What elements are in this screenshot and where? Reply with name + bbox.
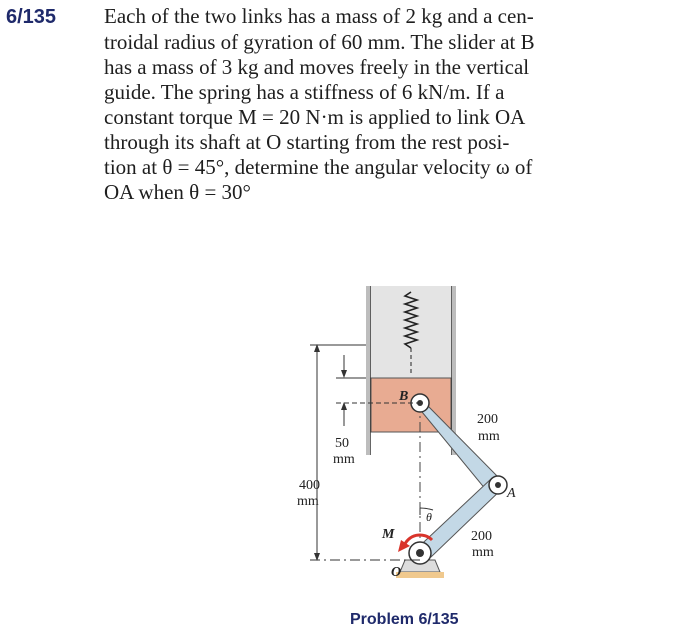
label-o: O — [391, 565, 402, 580]
dim-50-value: 50 — [335, 436, 349, 451]
dim-200-bottom-value: 200 — [471, 529, 492, 544]
problem-line-8: OA when θ = 30° — [104, 180, 251, 204]
dim-400-unit: mm — [297, 494, 319, 509]
ground — [396, 572, 444, 578]
dim-200-bottom-unit: mm — [472, 545, 494, 560]
problem-line-4: guide. The spring has a stiffness of 6 kN/m. If a — [104, 80, 505, 104]
label-theta: θ — [426, 510, 432, 524]
problem-line-2: troidal radius of gyration of 60 mm. The slider at B — [104, 30, 535, 54]
dim-200-top-value: 200 — [477, 412, 498, 427]
dim-200-top-unit: mm — [478, 429, 500, 444]
dim-50-unit: mm — [333, 452, 355, 467]
problem-number: 6/135 — [6, 6, 57, 28]
torque-arrowhead — [398, 540, 410, 552]
problem-line-3: has a mass of 3 kg and moves freely in the vertical — [104, 55, 530, 79]
problem-line-1: 6/135 Each of the two links has a mass of 2 kg and a cen- — [6, 4, 534, 28]
label-a: A — [507, 486, 516, 501]
problem-line-6: through its shaft at O starting from the rest posi- — [104, 130, 510, 154]
label-b: B — [399, 389, 409, 404]
problem-line-5: constant torque M = 20 N·m is applied to link OA — [104, 105, 526, 129]
label-m: M — [382, 527, 395, 542]
figure-caption: Problem 6/135 — [350, 611, 459, 628]
problem-line-7: tion at θ = 45°, determine the angular velocity ω of — [104, 155, 533, 179]
dim-400-value: 400 — [299, 478, 320, 493]
